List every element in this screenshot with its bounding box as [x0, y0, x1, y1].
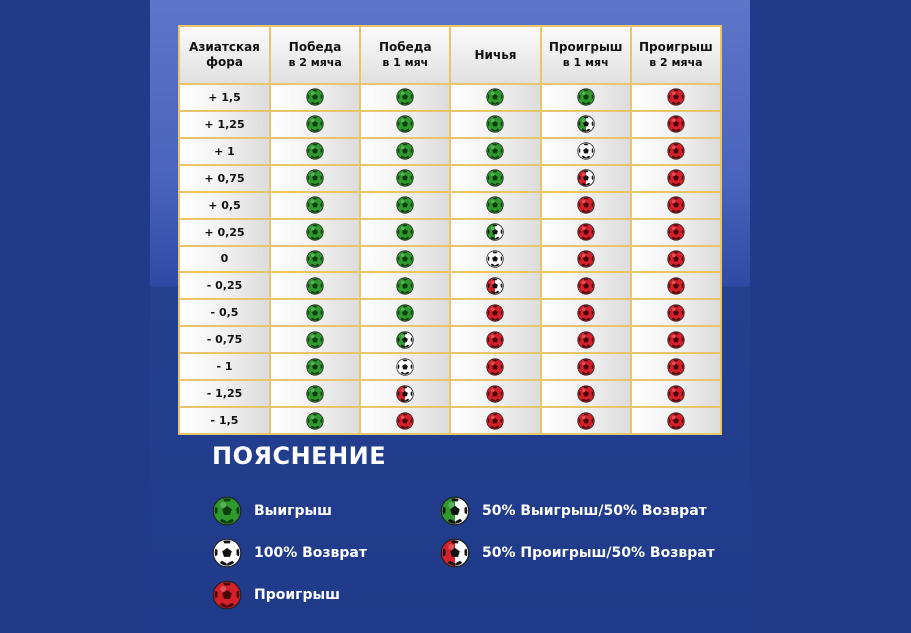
handicap-label: - 0,75 — [180, 327, 269, 352]
ball-win-icon — [306, 169, 324, 187]
ball-lose-icon — [667, 277, 685, 295]
ball-win-icon — [306, 385, 324, 403]
outcome-cell — [451, 193, 539, 218]
outcome-cell — [271, 220, 359, 245]
outcome-cell — [542, 220, 630, 245]
ball-win-icon — [396, 115, 414, 133]
outcome-cell — [361, 300, 449, 325]
outcome-cell — [542, 327, 630, 352]
ball-lose-icon — [577, 250, 595, 268]
ball-lose-icon — [577, 358, 595, 376]
ball-lose-icon — [577, 277, 595, 295]
ball-lose-icon — [577, 304, 595, 322]
outcome-cell — [632, 166, 720, 191]
outcome-cell — [451, 166, 539, 191]
outcome-cell — [271, 381, 359, 406]
column-header-2 — [361, 27, 449, 83]
ball-win-icon — [396, 250, 414, 268]
ball-win-icon — [306, 331, 324, 349]
ball-half-lose-icon — [440, 538, 470, 568]
handicap-label: - 0,25 — [180, 273, 269, 298]
ball-lose-icon — [667, 88, 685, 106]
outcome-cell — [451, 354, 539, 379]
outcome-cell — [632, 381, 720, 406]
handicap-label: + 0,25 — [180, 220, 269, 245]
outcome-cell — [361, 166, 449, 191]
outcome-cell — [271, 166, 359, 191]
outcome-cell — [271, 193, 359, 218]
ball-win-icon — [306, 223, 324, 241]
ball-win-icon — [306, 304, 324, 322]
column-header-line2: в 1 мяч — [562, 56, 609, 69]
ball-lose-icon — [396, 412, 414, 430]
outcome-cell — [542, 354, 630, 379]
ball-lose-icon — [667, 115, 685, 133]
outcome-cell — [632, 273, 720, 298]
column-header-line2: в 2 мяча — [649, 56, 703, 69]
outcome-cell — [542, 139, 630, 164]
ball-win-icon — [306, 412, 324, 430]
column-header-3 — [451, 27, 539, 83]
handicap-label: + 0,75 — [180, 166, 269, 191]
outcome-cell — [361, 85, 449, 110]
outcome-cell — [632, 193, 720, 218]
outcome-cell — [451, 85, 539, 110]
legend-label: 50% Проигрыш/50% Возврат — [482, 545, 715, 561]
ball-half-win-icon — [440, 496, 470, 526]
ball-half-win-icon — [577, 115, 595, 133]
ball-lose-icon — [667, 358, 685, 376]
column-header-line1: Проигрыш — [639, 40, 713, 54]
column-header-line2: в 1 мяч — [382, 56, 429, 69]
column-header-1 — [271, 27, 359, 83]
column-header-line2: в 2 мяча — [288, 56, 342, 69]
column-header-line1: Проигрыш — [548, 40, 623, 54]
outcome-cell — [361, 193, 449, 218]
column-header-line1: Победа — [288, 40, 342, 54]
legend-item-win — [212, 496, 332, 526]
outcome-cell — [542, 300, 630, 325]
ball-lose-icon — [667, 250, 685, 268]
outcome-cell — [542, 112, 630, 137]
outcome-cell — [451, 327, 539, 352]
outcome-cell — [361, 381, 449, 406]
ball-lose-icon — [667, 385, 685, 403]
outcome-cell — [451, 112, 539, 137]
ball-lose-icon — [486, 304, 504, 322]
column-header-line1: Победа — [378, 40, 432, 54]
column-header-line1: Ничья — [474, 47, 517, 62]
handicap-label: + 1,25 — [180, 112, 269, 137]
ball-lose-icon — [486, 385, 504, 403]
outcome-cell — [632, 408, 720, 433]
ball-win-icon — [306, 142, 324, 160]
ball-win-icon — [486, 196, 504, 214]
ball-win-icon — [486, 169, 504, 187]
ball-win-icon — [306, 250, 324, 268]
outcome-cell — [361, 112, 449, 137]
handicap-label: + 1 — [180, 139, 269, 164]
ball-lose-icon — [212, 580, 242, 610]
outcome-cell — [542, 408, 630, 433]
outcome-cell — [361, 354, 449, 379]
outcome-cell — [542, 247, 630, 272]
ball-win-icon — [306, 358, 324, 376]
handicap-grid — [180, 27, 720, 433]
outcome-cell — [451, 139, 539, 164]
ball-lose-icon — [667, 196, 685, 214]
ball-lose-icon — [577, 412, 595, 430]
ball-win-icon — [396, 277, 414, 295]
ball-win-icon — [396, 223, 414, 241]
outcome-cell — [361, 408, 449, 433]
outcome-cell — [361, 273, 449, 298]
legend-label: Выигрыш — [254, 503, 333, 519]
outcome-cell — [271, 247, 359, 272]
outcome-cell — [632, 139, 720, 164]
outcome-cell — [361, 220, 449, 245]
ball-lose-icon — [486, 358, 504, 376]
ball-lose-icon — [667, 169, 685, 187]
ball-half-win-icon — [396, 331, 414, 349]
outcome-cell — [451, 220, 539, 245]
outcome-cell — [271, 112, 359, 137]
ball-win-icon — [486, 88, 504, 106]
ball-lose-icon — [577, 196, 595, 214]
handicap-label: - 1 — [180, 354, 269, 379]
ball-lose-icon — [667, 331, 685, 349]
ball-lose-icon — [667, 304, 685, 322]
outcome-cell — [542, 166, 630, 191]
ball-lose-icon — [667, 223, 685, 241]
outcome-cell — [361, 139, 449, 164]
handicap-label: - 1,25 — [180, 381, 269, 406]
ball-win-icon — [306, 196, 324, 214]
ball-win-icon — [396, 169, 414, 187]
handicap-label: - 1,5 — [180, 408, 269, 433]
handicap-table — [178, 25, 722, 435]
ball-lose-icon — [486, 331, 504, 349]
ball-refund-icon — [212, 538, 242, 568]
ball-win-icon — [396, 196, 414, 214]
ball-lose-icon — [667, 142, 685, 160]
outcome-cell — [451, 381, 539, 406]
column-header-5 — [632, 27, 720, 83]
outcome-cell — [271, 139, 359, 164]
ball-win-icon — [577, 88, 595, 106]
outcome-cell — [632, 85, 720, 110]
ball-win-icon — [396, 304, 414, 322]
outcome-cell — [542, 193, 630, 218]
ball-half-lose-icon — [486, 277, 504, 295]
outcome-cell — [632, 327, 720, 352]
legend-title: ПОЯСНЕНИЕ — [212, 442, 387, 470]
ball-half-win-icon — [486, 223, 504, 241]
outcome-cell — [271, 85, 359, 110]
ball-win-icon — [212, 496, 242, 526]
legend-label: Проигрыш — [254, 587, 341, 603]
ball-half-lose-icon — [396, 385, 414, 403]
ball-win-icon — [486, 115, 504, 133]
outcome-cell — [271, 354, 359, 379]
ball-win-icon — [396, 142, 414, 160]
ball-half-lose-icon — [577, 169, 595, 187]
outcome-cell — [451, 247, 539, 272]
legend-item-lose — [212, 580, 340, 610]
ball-win-icon — [486, 142, 504, 160]
column-header-0 — [180, 27, 269, 83]
ball-lose-icon — [486, 412, 504, 430]
ball-refund-icon — [486, 250, 504, 268]
outcome-cell — [632, 300, 720, 325]
handicap-label: + 0,5 — [180, 193, 269, 218]
outcome-cell — [632, 220, 720, 245]
outcome-cell — [542, 273, 630, 298]
handicap-label: + 1,5 — [180, 85, 269, 110]
outcome-cell — [271, 408, 359, 433]
outcome-cell — [451, 300, 539, 325]
ball-refund-icon — [396, 358, 414, 376]
legend-item-half-win — [440, 496, 707, 526]
outcome-cell — [632, 354, 720, 379]
handicap-label: - 0,5 — [180, 300, 269, 325]
ball-win-icon — [396, 88, 414, 106]
legend-label: 50% Выигрыш/50% Возврат — [482, 503, 707, 519]
outcome-cell — [271, 300, 359, 325]
ball-lose-icon — [577, 331, 595, 349]
column-header-line2: фора — [206, 55, 243, 69]
ball-win-icon — [306, 88, 324, 106]
outcome-cell — [451, 273, 539, 298]
column-header-4 — [542, 27, 630, 83]
outcome-cell — [361, 327, 449, 352]
ball-lose-icon — [577, 223, 595, 241]
outcome-cell — [632, 247, 720, 272]
outcome-cell — [271, 273, 359, 298]
ball-refund-icon — [577, 142, 595, 160]
outcome-cell — [542, 381, 630, 406]
outcome-cell — [632, 112, 720, 137]
ball-lose-icon — [577, 385, 595, 403]
handicap-label: 0 — [180, 247, 269, 272]
ball-lose-icon — [667, 412, 685, 430]
ball-win-icon — [306, 115, 324, 133]
ball-win-icon — [306, 277, 324, 295]
legend-label: 100% Возврат — [254, 545, 367, 561]
outcome-cell — [361, 247, 449, 272]
legend-item-refund — [212, 538, 367, 568]
outcome-cell — [542, 85, 630, 110]
outcome-cell — [451, 408, 539, 433]
legend-item-half-lose — [440, 538, 715, 568]
column-header-line1: Азиатская — [189, 40, 260, 54]
outcome-cell — [271, 327, 359, 352]
